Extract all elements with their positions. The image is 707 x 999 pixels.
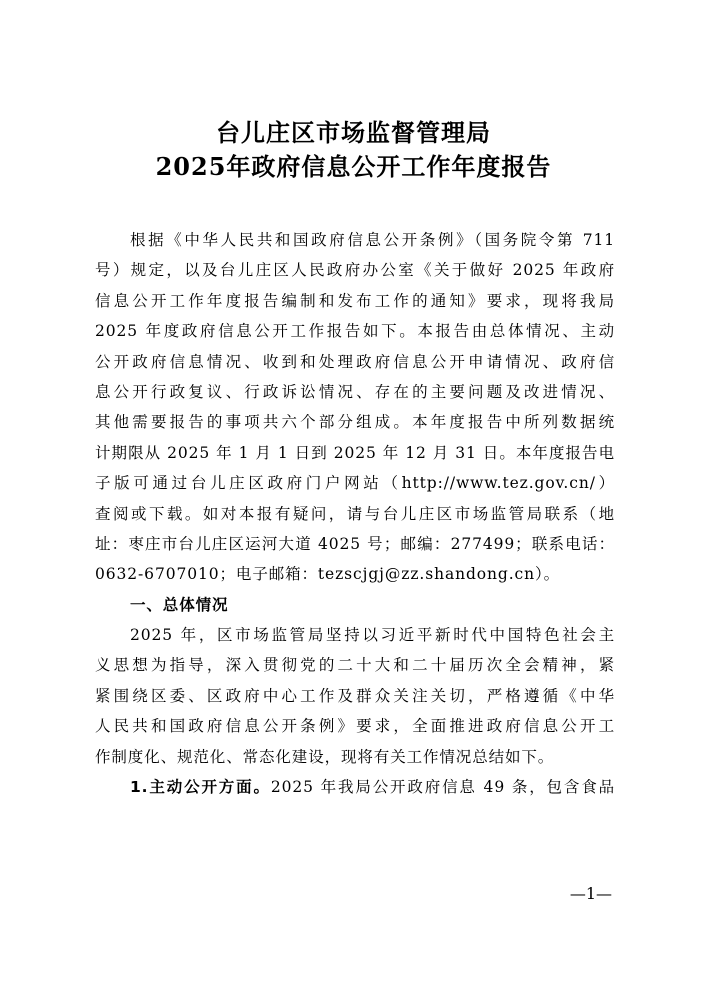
- section1-paragraph: [95, 620, 615, 772]
- intro-line: 计期限从 2025 年 1 月 1 日到 2025 年 12 月 31 日。本年度报告电: [95, 443, 615, 462]
- title-line-1: 台儿庄区市场监督管理局: [216, 118, 491, 147]
- item1-line: [95, 772, 615, 802]
- section1-line: 2025 年，区市场监管局坚持以习近平新时代中国特色社会主: [130, 626, 615, 645]
- intro-line: 0632-6707010；电子邮箱：tezscjgj@zz.shandong.cn）。: [95, 565, 561, 584]
- intro-line: 查阅或下载。如对本报有疑问，请与台儿庄区市场监管局联系（地: [95, 504, 615, 523]
- section1-line: 义思想为指导，深入贯彻党的二十大和二十届历次全会精神，紧: [95, 656, 615, 675]
- intro-line: 址：枣庄市台儿庄区运河大道 4025 号；邮编：277499；联系电话：: [95, 534, 615, 553]
- intro-line: 息公开行政复议、行政诉讼情况、存在的主要问题及改进情况、: [95, 382, 615, 401]
- section1-line: 人民共和国政府信息公开条例》要求，全面推进政府信息公开工: [95, 717, 615, 736]
- section1-line: 作制度化、规范化、常态化建设，现将有关工作情况总结如下。: [95, 747, 555, 766]
- title-line-2: 2025年政府信息公开工作年度报告: [155, 152, 552, 181]
- intro-line: 号）规定，以及台儿庄区人民政府办公室《关于做好 2025 年政府: [95, 261, 615, 280]
- intro-line: 信息公开工作年度报告编制和发布工作的通知》要求，现将我局: [95, 291, 615, 310]
- intro-line: 子版可通过台儿庄区政府门户网站（http://www.tez.gov.cn/）: [95, 474, 615, 493]
- item1-text: 2025 年我局公开政府信息 49 条，包含食品: [270, 778, 615, 797]
- section-heading: 一、总体情况: [130, 595, 229, 614]
- intro-line: 公开政府信息情况、收到和处理政府信息公开申请情况、政府信: [95, 352, 615, 371]
- section1-line: 紧围绕区委、区政府中心工作及群众关注关切，严格遵循《中华: [95, 686, 615, 705]
- report-title: [0, 116, 707, 184]
- page-number: —1—: [569, 884, 612, 903]
- intro-paragraph: [95, 225, 615, 590]
- intro-line: 2025 年度政府信息公开工作报告如下。本报告由总体情况、主动: [95, 322, 615, 341]
- report-body: [95, 225, 615, 802]
- item1-lead: 1.主动公开方面。: [130, 778, 271, 797]
- intro-line: 其他需要报告的事项共六个部分组成。本年度报告中所列数据统: [95, 413, 615, 432]
- intro-line: 根据《中华人民共和国政府信息公开条例》（国务院令第 711: [130, 231, 615, 249]
